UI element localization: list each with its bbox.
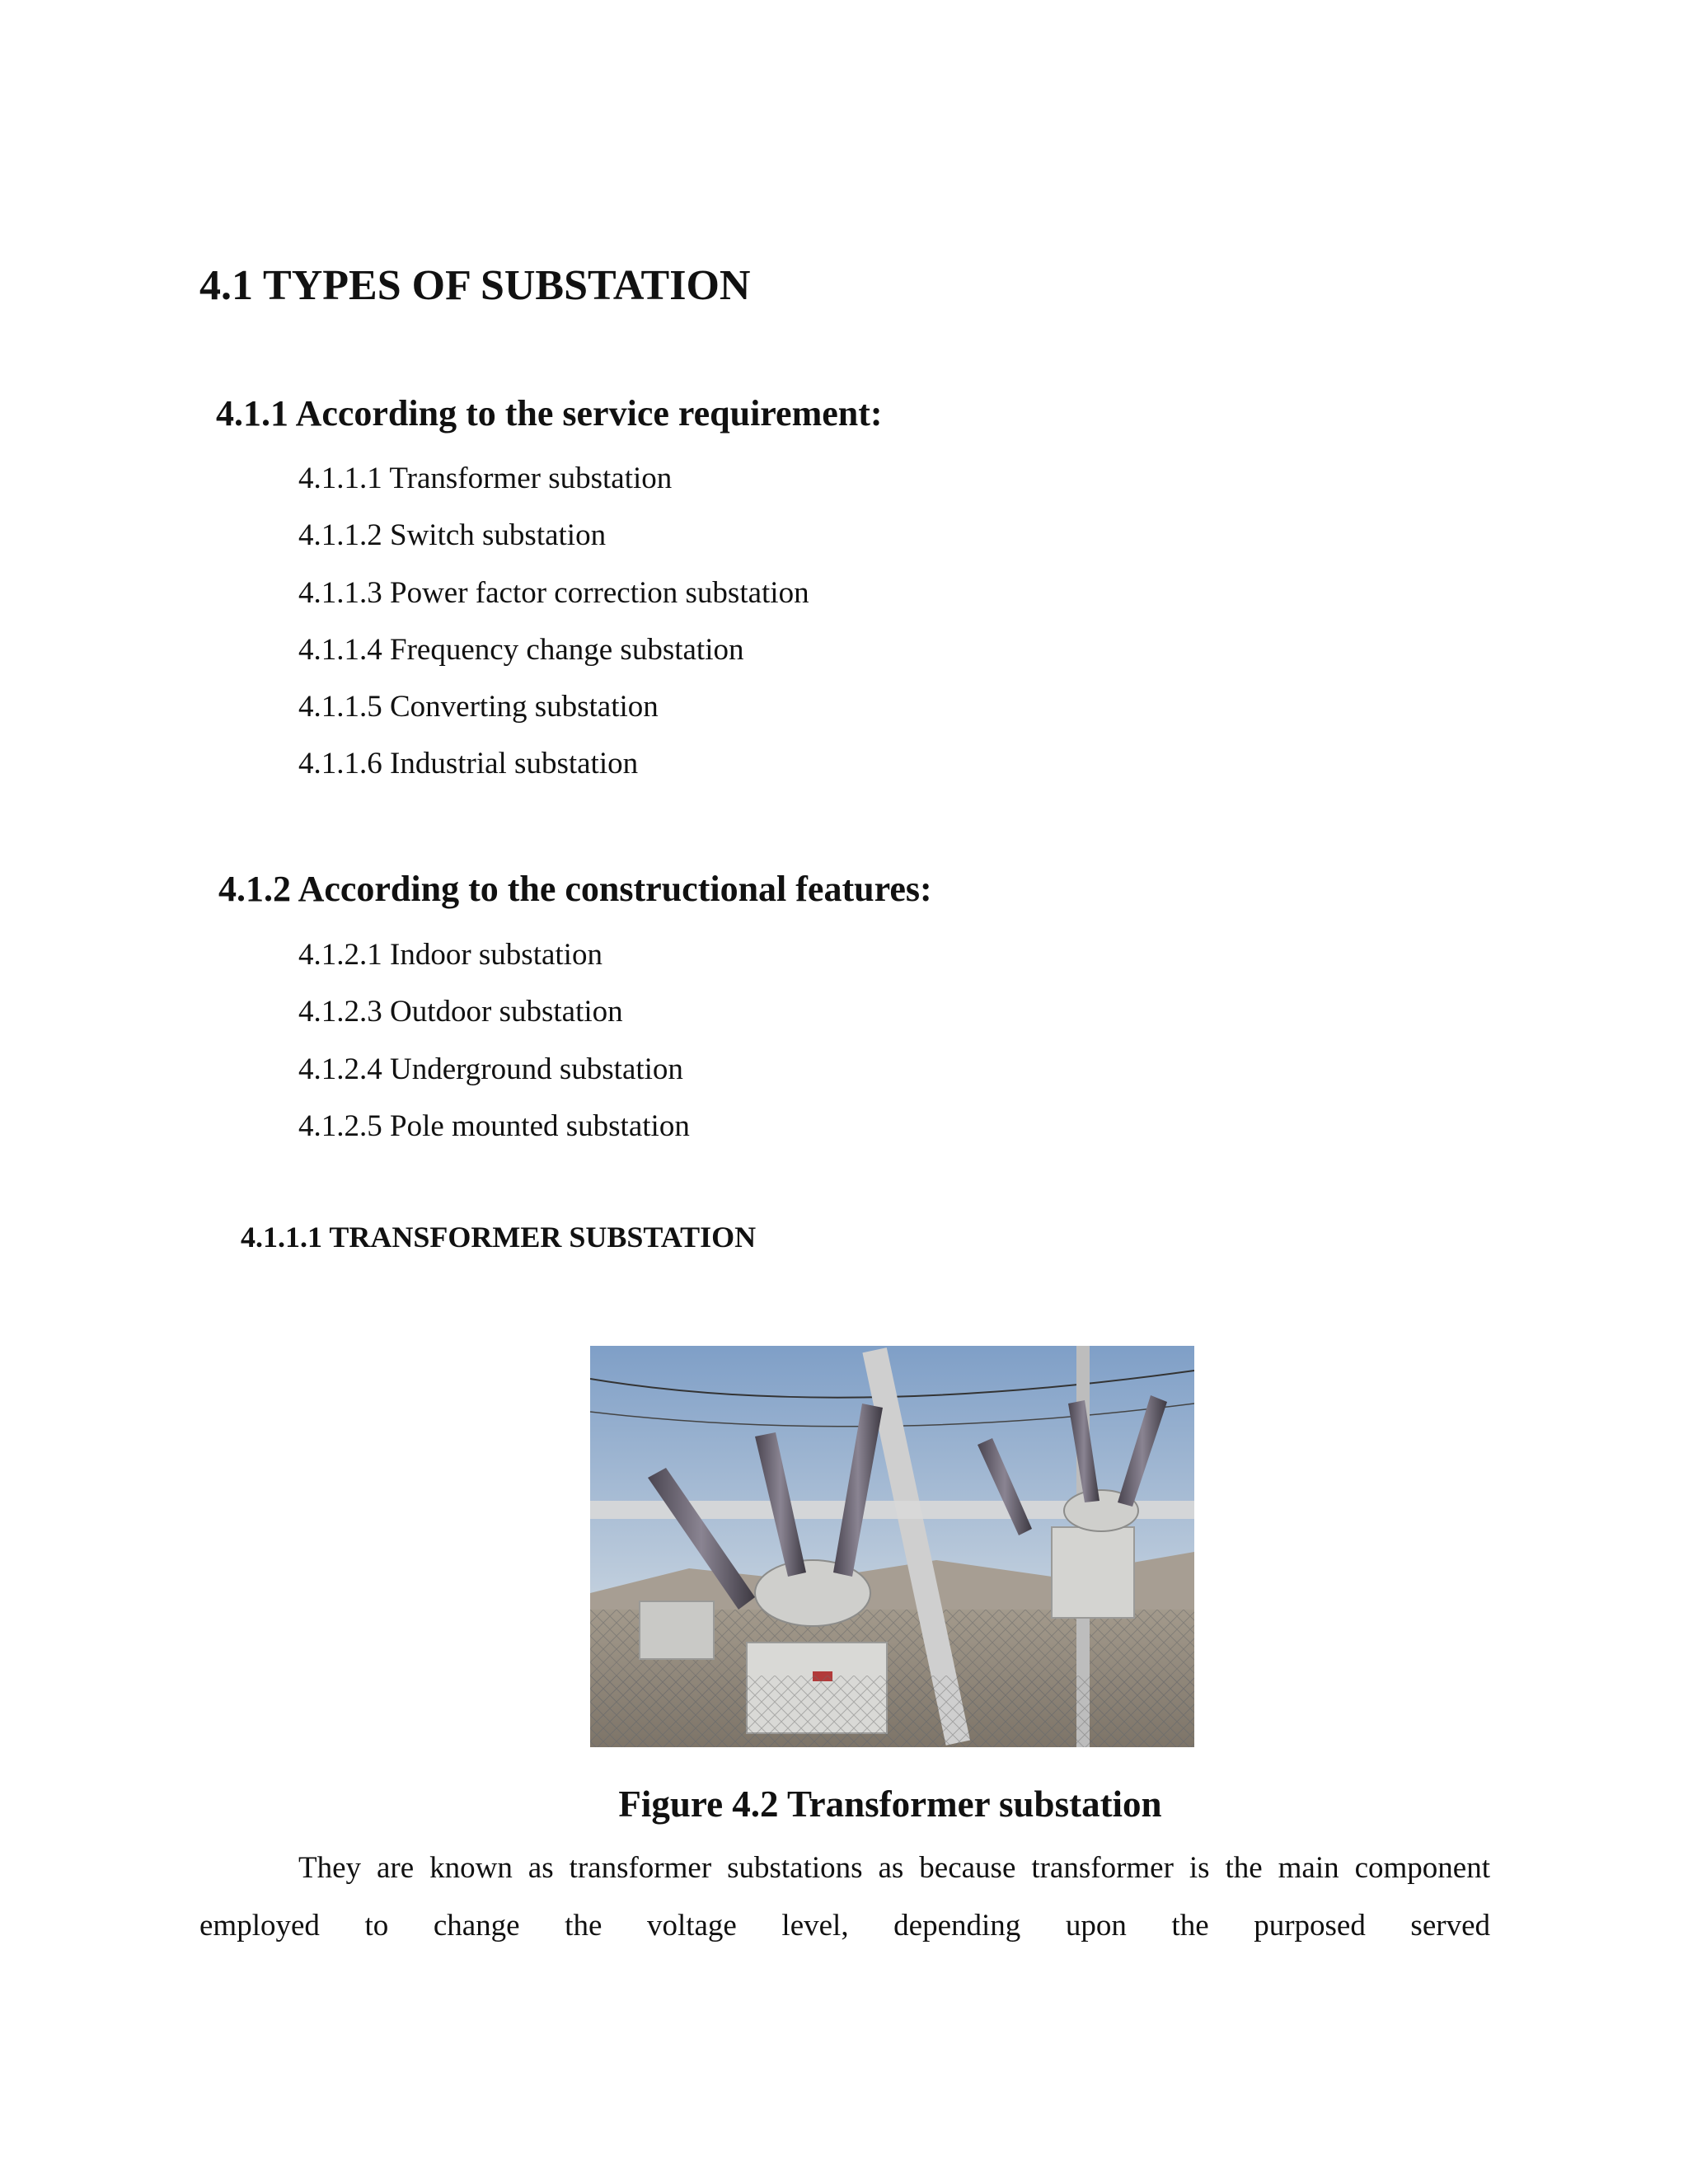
page-title: 4.1 TYPES OF SUBSTATION bbox=[199, 262, 751, 309]
substation-photo bbox=[590, 1346, 1194, 1747]
list-item: 4.1.2.4 Underground substation bbox=[298, 1052, 683, 1086]
section-heading-service: 4.1.1 According to the service requirement: bbox=[216, 393, 883, 434]
list-item: 4.1.1.1 Transformer substation bbox=[298, 462, 673, 495]
constructional-types-list bbox=[298, 926, 690, 1155]
list-item: 4.1.1.3 Power factor correction substation bbox=[298, 575, 809, 610]
list-item: 4.1.1.2 Switch substation bbox=[298, 518, 607, 553]
list-item: 4.1.1.6 Industrial substation bbox=[298, 747, 639, 781]
body-paragraph bbox=[199, 1840, 1490, 1955]
subsection-heading: 4.1.1.1 TRANSFORMER SUBSTATION bbox=[241, 1221, 757, 1254]
list-item: 4.1.2.5 Pole mounted substation bbox=[298, 1108, 690, 1143]
figure-caption: Figure 4.2 Transformer substation bbox=[618, 1783, 1162, 1825]
list-item: 4.1.2.1 Indoor substation bbox=[298, 938, 603, 972]
list-item: 4.1.2.3 Outdoor substation bbox=[298, 995, 623, 1029]
list-item: 4.1.1.5 Converting substation bbox=[298, 690, 659, 724]
service-types-list bbox=[298, 450, 809, 793]
section-heading-constructional: 4.1.2 According to the constructional features: bbox=[218, 869, 932, 909]
paragraph-text: They are known as transformer substations as because transformer is the main component employed to change the voltage level, depending upon the purposed served bbox=[199, 1851, 1490, 1943]
list-item: 4.1.1.4 Frequency change substation bbox=[298, 632, 744, 667]
